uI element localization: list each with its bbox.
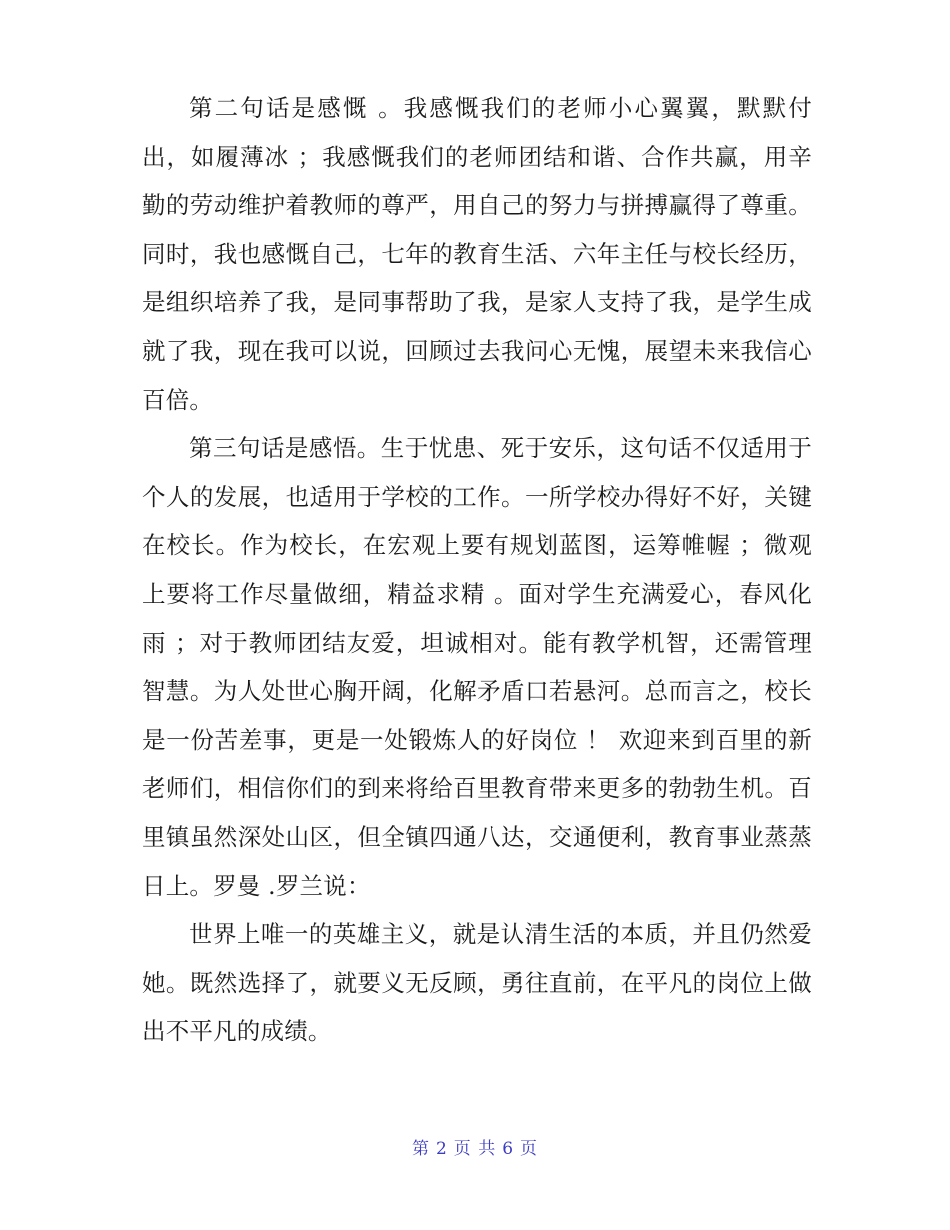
page-footer xyxy=(0,1134,950,1159)
footer-page-number: 2 xyxy=(435,1139,448,1159)
document-body xyxy=(142,84,812,1056)
footer-prefix: 第 xyxy=(411,1139,430,1159)
paragraph-second-point: 第二句话是感慨 。我感慨我们的老师小心翼翼，默默付出，如履薄冰 ；我感慨我们的老师团结和谐、合作共赢，用辛勤的劳动维护着教师的尊严，用自己的努力与拼搏赢得了尊重。同时，我也感慨自己，七年的教育生活、六年主任与校长经历，是组织培养了我，是同事帮助了我，是家人支持了我，是学生成就了我，现在我可以说，回顾过去我问心无愧，展望未来我信心百倍。 xyxy=(142,94,812,414)
paragraph-third-point: 第三句话是感悟。生于忧患、死于安乐，这句话不仅适用于个人的发展，也适用于学校的工作。一所学校办得好不好，关键在校长。作为校长，在宏观上要有规划蓝图，运筹帷幄 ；微观上要将工作尽量做细，精益求精 。面对学生充满爱心，春风化雨 ；对于教师团结友爱，坦诚相对。能有教学机智，还需管理智慧。为人处世心胸开阔，化解矛盾口若悬河。总而言之，校长是一份苦差事，更是一处锻炼人的好岗位 ！ 欢迎来到百里的新老师们，相信你们的到来将给百里教育带来更多的勃勃生机。百里镇虽然深处山区，但全镇四通八达，交通便利，教育事业蒸蒸日上。罗曼 .罗兰说： xyxy=(142,434,812,900)
paragraph-heroism-quote: 世界上唯一的英雄主义，就是认清生活的本质，并且仍然爱她。既然选择了，就要义无反顾，勇往直前，在平凡的岗位上做出不平凡的成绩。 xyxy=(142,920,812,1046)
footer-suffix: 页 xyxy=(520,1139,539,1159)
footer-total-pages: 6 xyxy=(502,1139,515,1159)
footer-middle: 页 共 xyxy=(453,1139,497,1159)
